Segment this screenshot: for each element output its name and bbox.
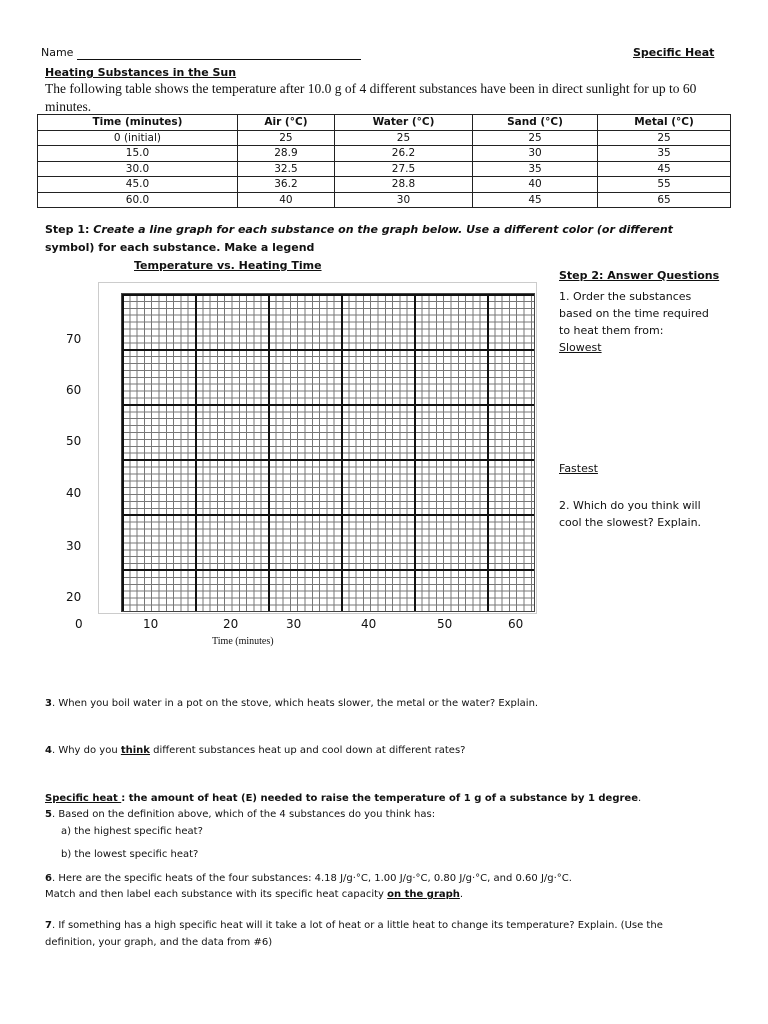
step2-q2 [559,497,701,531]
definition-end: . [638,793,642,804]
q5-num: 5 [45,809,52,820]
section-title: Heating Substances in the Sun [45,66,237,79]
table-cell: 25 [473,130,598,146]
question-3 [45,698,538,709]
table-cell: 45.0 [38,177,238,193]
question-7 [45,920,663,931]
q5-text: . Based on the definition above, which of the 4 substances do you think has: [51,809,436,820]
q6-end: . [459,889,464,900]
step1-label: Step 1: [45,223,90,236]
x-tick: 30 [286,617,302,631]
table-row [38,130,731,146]
question-6 [45,873,572,884]
q6-num: 6 [45,873,52,884]
table-cell: 65 [598,192,731,208]
table-cell: 45 [473,192,598,208]
table-cell: 40 [237,192,334,208]
table-cell: 55 [598,177,731,193]
q7-num: 7 [45,920,52,931]
data-table [37,114,731,208]
table-row [38,146,731,162]
q6-text: . Here are the specific heats of the four substances: 4.18 J/g·°C, 1.00 J/g·°C, 0.80 J/g·°C, and 0.60 J/g·°C. [51,873,572,884]
question-5a: a) the highest specific heat? [61,826,203,837]
table-cell: 25 [334,130,472,146]
q1-line: 1. Order the substances [559,290,692,303]
step2-q1 [559,288,709,356]
table-cell: 25 [598,130,731,146]
table-cell: 27.5 [334,161,472,177]
x-tick: 20 [223,617,239,631]
q6-emphasis: on the graph [387,889,460,900]
slowest-label: Slowest [559,341,602,354]
table-row [38,192,731,208]
q1-line: to heat them from: [559,324,664,337]
q4-emphasis: think [120,745,150,756]
y-tick: 20 [66,590,82,604]
question-7-line2: definition, your graph, and the data from #6) [45,937,273,948]
question-5b: b) the lowest specific heat? [61,849,199,860]
col-header: Sand (°C) [473,115,598,131]
y-tick: 40 [66,486,82,500]
definition-text: : the amount of heat (E) needed to raise the temperature of 1 g of a substance by 1 degree [121,793,638,804]
table-header-row [38,115,731,131]
q3-num: 3 [45,698,52,709]
graph-title: Temperature vs. Heating Time [134,259,322,272]
table-cell: 36.2 [237,177,334,193]
graph-grid[interactable] [121,293,535,612]
table-cell: 32.5 [237,161,334,177]
question-4 [45,745,465,756]
col-header: Air (°C) [237,115,334,131]
step1-line2: symbol) for each substance. Make a legend [45,241,315,254]
step1-text: Create a line graph for each substance on the graph below. Use a different color (or different [93,223,673,236]
x-tick: 60 [508,617,524,631]
y-tick: 70 [66,332,82,346]
table-cell: 35 [598,146,731,162]
y-tick: 50 [66,434,82,448]
fastest-label: Fastest [559,462,598,475]
q4-num: 4 [45,745,52,756]
step1-line1 [45,223,673,236]
definition-term: Specific heat [45,793,122,804]
q4-text: . Why do you [51,745,121,756]
q4-text-end: different substances heat up and cool down at different rates? [149,745,466,756]
worksheet-title: Specific Heat [633,46,715,59]
q1-line: based on the time required [559,307,709,320]
q2-line: 2. Which do you think will [559,499,701,512]
table-cell: 35 [473,161,598,177]
q6-line2-text: Match and then label each substance with its specific heat capacity [45,889,388,900]
table-cell: 30 [334,192,472,208]
step2-title: Step 2: Answer Questions [559,269,720,282]
table-cell: 30 [473,146,598,162]
table-cell: 15.0 [38,146,238,162]
table-cell: 30.0 [38,161,238,177]
x-tick: 50 [437,617,453,631]
x-tick: 40 [361,617,377,631]
name-label: Name [41,46,74,59]
q7-text: . If something has a high specific heat will it take a lot of heat or a little heat to change its temperature? Explain. (Use the [51,920,663,931]
q3-text: . When you boil water in a pot on the stove, which heats slower, the metal or the water? Explain. [51,698,539,709]
table-cell: 60.0 [38,192,238,208]
table-cell: 0 (initial) [38,130,238,146]
question-5 [45,809,435,820]
col-header: Time (minutes) [38,115,238,131]
x-tick: 10 [143,617,159,631]
question-6-line2 [45,889,463,900]
y-tick: 60 [66,383,82,397]
table-row [38,177,731,193]
table-cell: 40 [473,177,598,193]
name-line[interactable] [77,59,361,60]
table-cell: 28.9 [237,146,334,162]
table-cell: 25 [237,130,334,146]
q2-line: cool the slowest? Explain. [559,516,702,529]
definition [45,793,641,804]
col-header: Metal (°C) [598,115,731,131]
x-tick: 0 [75,617,83,631]
table-cell: 45 [598,161,731,177]
table-cell: 28.8 [334,177,472,193]
intro-text: The following table shows the temperature after 10.0 g of 4 different substances have been in direct sunlight for up to 60 minutes. [45,81,697,114]
col-header: Water (°C) [334,115,472,131]
table-cell: 26.2 [334,146,472,162]
x-axis-label: Time (minutes) [212,636,274,647]
y-tick: 30 [66,539,82,553]
table-row [38,161,731,177]
